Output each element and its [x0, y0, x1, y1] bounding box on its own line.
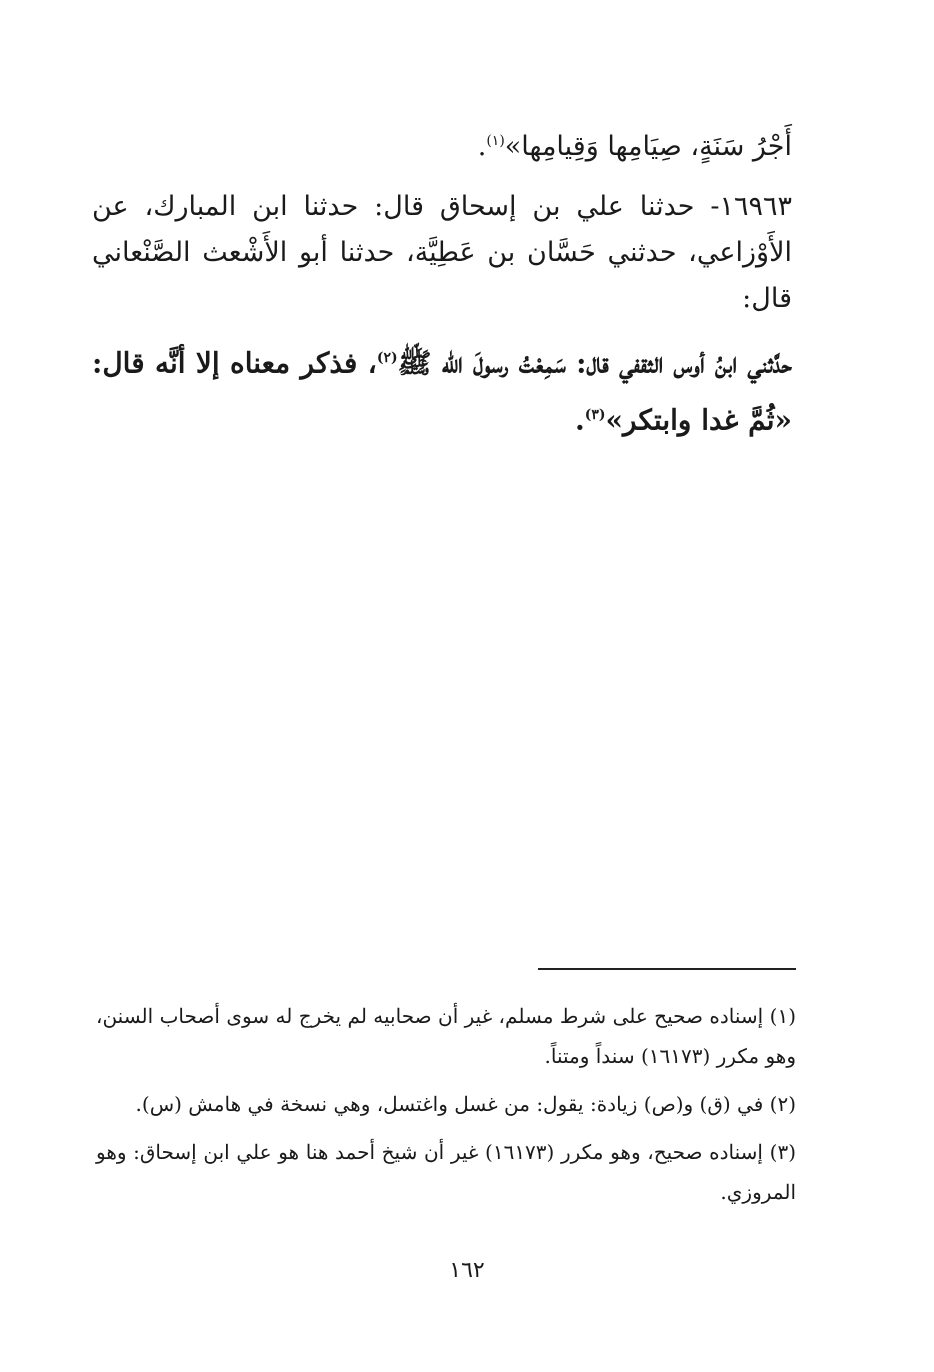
isnad-text: حدثنا علي بن إسحاق قال: حدثنا ابن المبارك، عن الأَوْزاعي، حدثني حَسَّان بن عَطِيَّة، حدثنا أبو الأَشْعث الصَّنْعاني قال: [92, 191, 792, 314]
footnote-separator [538, 968, 796, 970]
hadith-matn [92, 332, 792, 447]
hadith-isnad [92, 184, 792, 322]
footnote-2: (٢) في (ق) و(ص) زيادة: يقول: من غسل واغتسل، وهي نسخة في هامش (س). [135, 1092, 796, 1116]
footnotes [96, 996, 796, 1220]
main-text [92, 118, 792, 447]
period: . [477, 131, 487, 162]
footnote-ref-1: (١) [486, 133, 505, 149]
period: . [574, 403, 585, 437]
footnote-ref-2: (٢) [376, 350, 398, 366]
footnote-3: (٣) إسناده صحيح، وهو مكرر (١٦١٧٣) غير أن شيخ أحمد هنا هو علي ابن إسحاق: وهو المروزي. [96, 1140, 796, 1204]
matn-end: ، فذكر معناه إلا أنَّه قال: «ثُمَّ غدا وابتكر» [92, 346, 792, 437]
matn-start: حدَّثني ابنُ أوس الثقفي قال: سَمِعْتُ رسولَ الله ﷺ [397, 346, 792, 380]
hadith-number: ١٦٩٦٣- [710, 191, 792, 222]
page-number: ١٦٢ [449, 1258, 485, 1283]
footnote-1: (١) إسناده صحيح على شرط مسلم، غير أن صحابيه لم يخرج له سوى أصحاب السنن، وهو مكرر (١٦١٧٣) سنداً ومتناً. [96, 1004, 796, 1068]
previous-hadith-ending [92, 118, 792, 170]
footnote-ref-3: (٣) [584, 407, 606, 424]
previous-hadith-text: أَجْرُ سَنَةٍ، صِيَامِها وَقِيامِها» [504, 131, 792, 162]
